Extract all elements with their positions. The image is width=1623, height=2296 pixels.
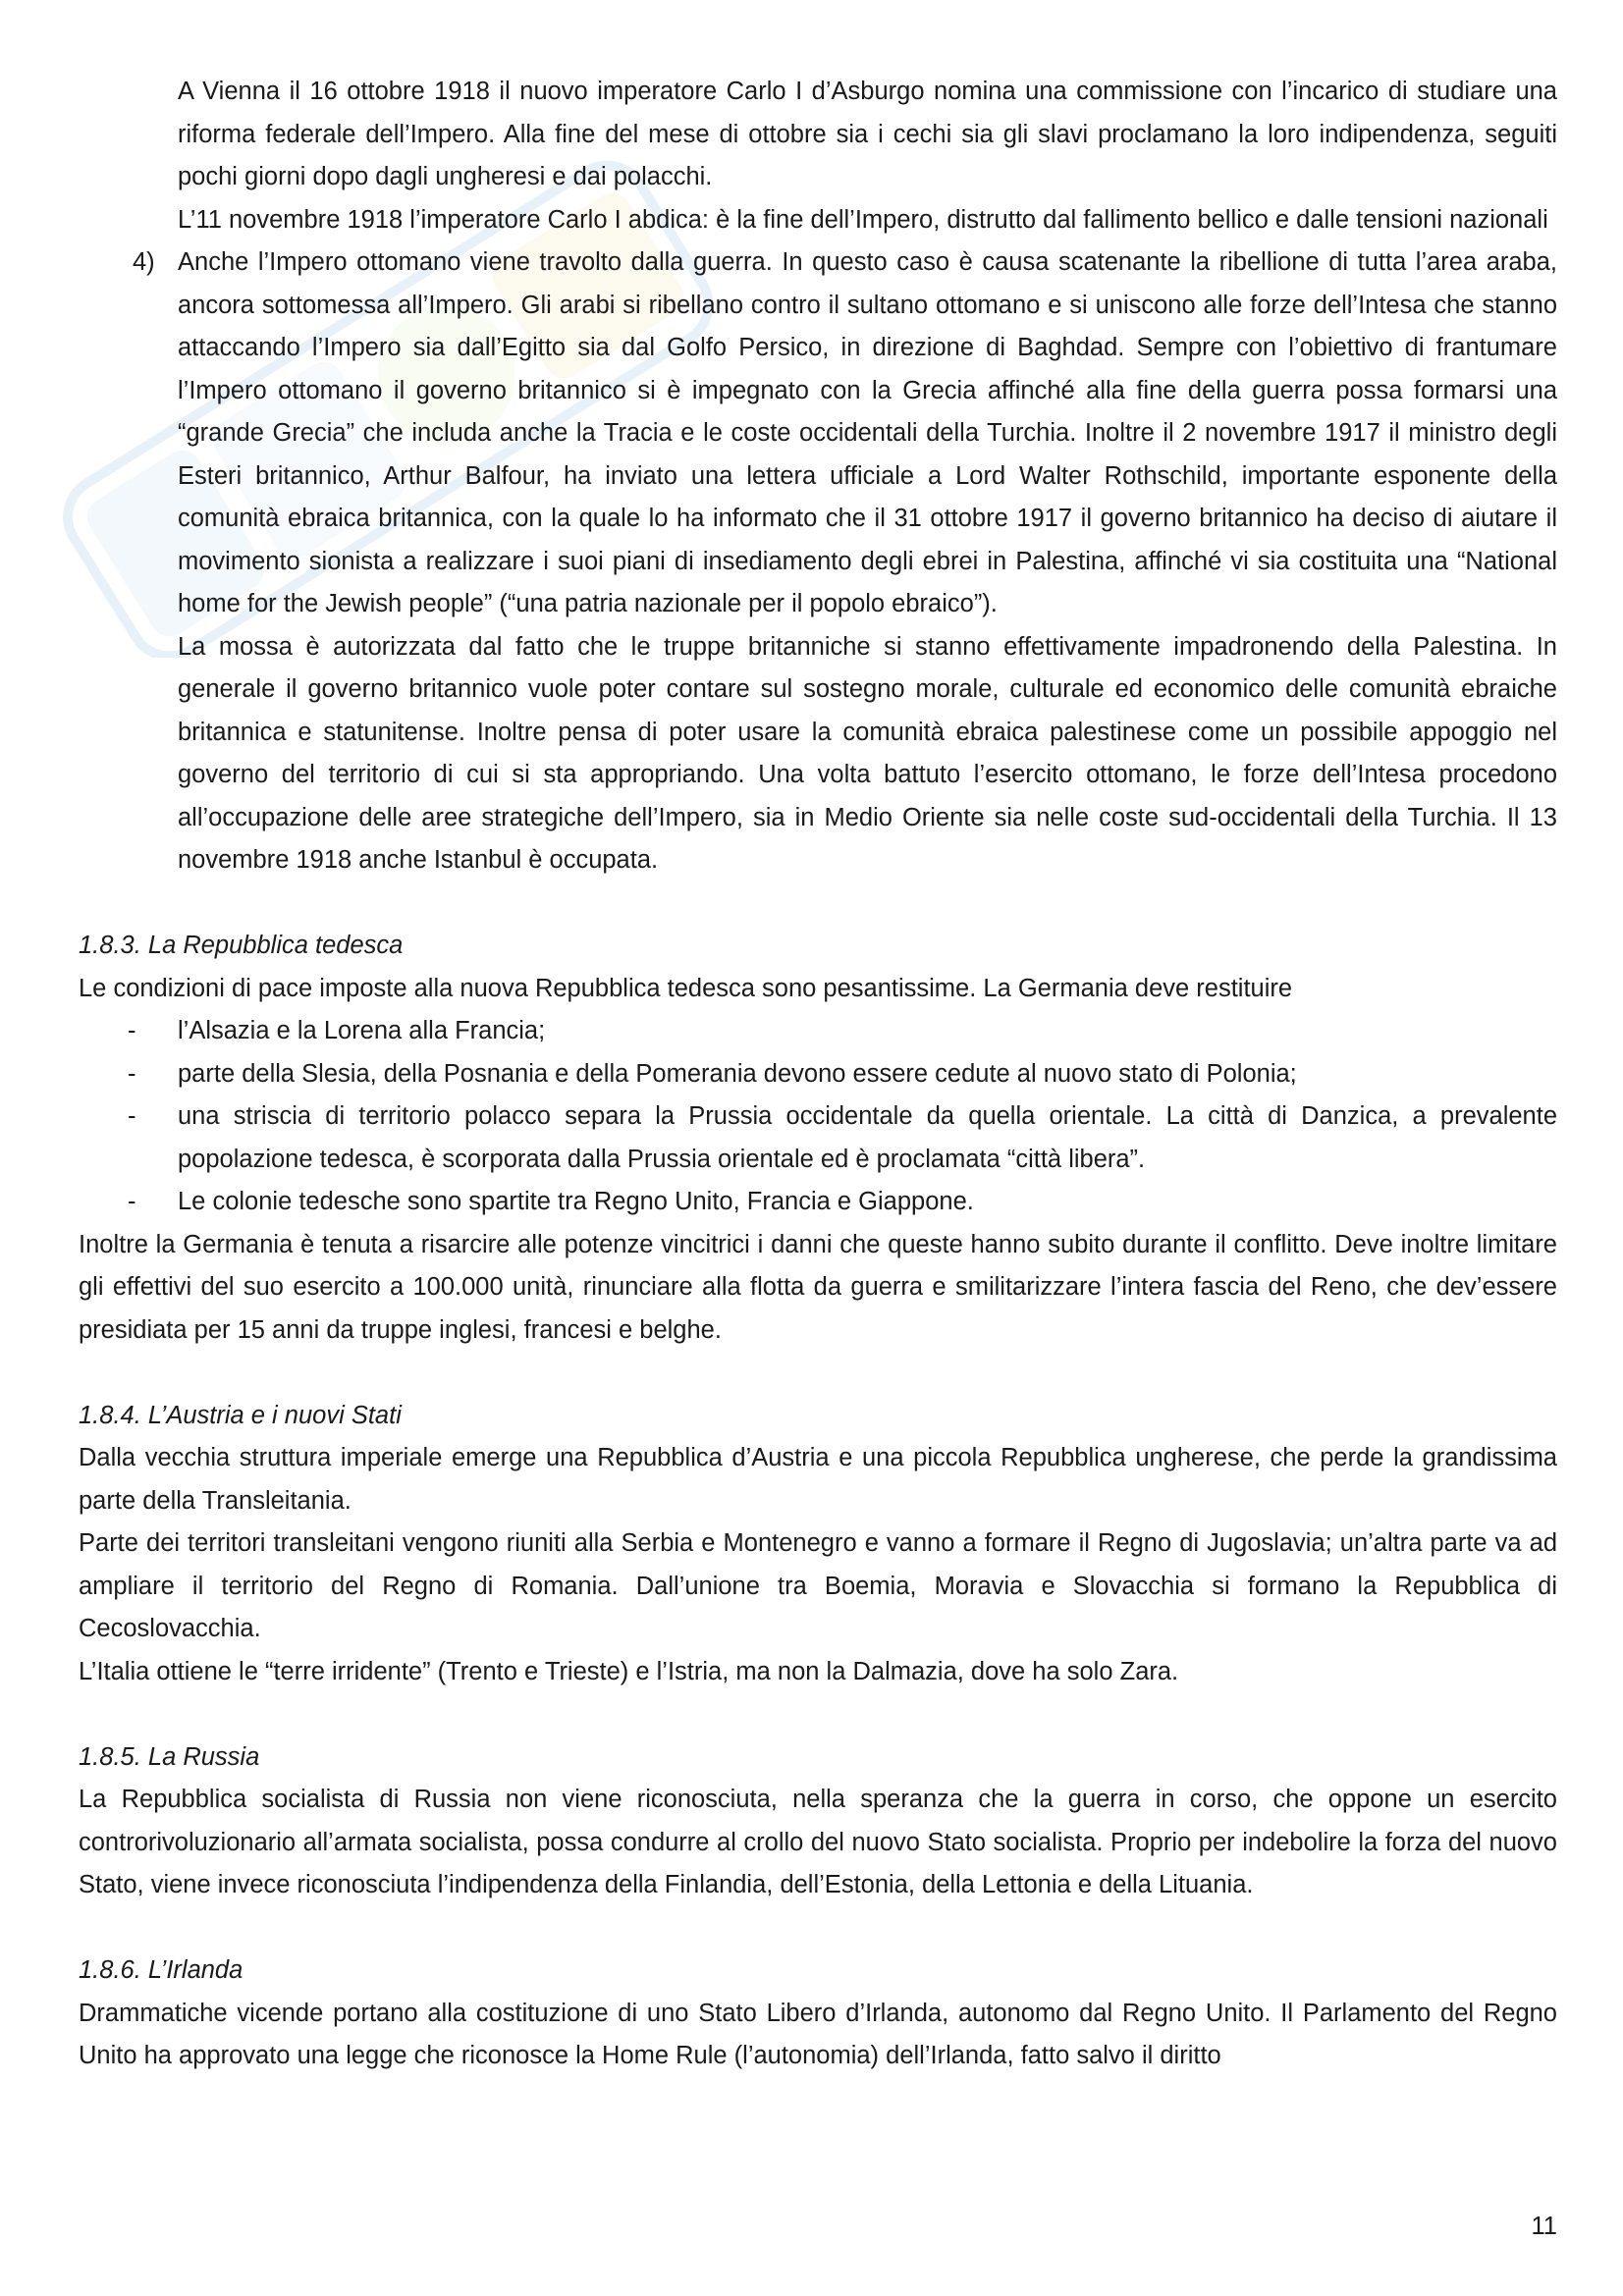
section-heading-1-8-3: 1.8.3. La Repubblica tedesca — [79, 932, 404, 959]
bullet-text: l’Alsazia e la Lorena alla Francia; — [178, 1017, 546, 1044]
s186-paragraph-1: Drammatiche vicende portano alla costituzione di uno Stato Libero d’Irlanda, autonomo dal Regno Unito. Il Parlamento del Regno Unito ha approvato una legge che riconosce la Home Rule (l’autonomia) dell’Irlanda, fatto salvo il diritto — [79, 1999, 1557, 2069]
intro-paragraph-1: A Vienna il 16 ottobre 1918 il nuovo imperatore Carlo I d’Asburgo nomina una commissione con l’incarico di studiare una riforma federale dell’Impero. Alla fine del mese di ottobre sia i cechi sia gli slavi proclamano la loro indipendenza, seguiti pochi giorni dopo dagli ungheresi e dai polacchi. — [178, 78, 1557, 190]
s183-intro: Le condizioni di pace imposte alla nuova Repubblica tedesca sono pesantissime. La Germania deve restituire — [79, 974, 1293, 1002]
section-heading-1-8-4: 1.8.4. L’Austria e i nuovi Stati — [79, 1401, 402, 1429]
page-number: 11 — [1531, 2213, 1557, 2240]
bullet-dash: - — [128, 1188, 136, 1215]
intro-paragraph-2: L’11 novembre 1918 l’imperatore Carlo I abdica: è la fine dell’Impero, distrutto dal fallimento bellico e dalle tensioni nazionali — [178, 205, 1548, 234]
bullet-text: Le colonie tedesche sono spartite tra Regno Unito, Francia e Giappone. — [178, 1188, 974, 1215]
s184-paragraph-2: Parte dei territori transleitani vengono riuniti alla Serbia e Montenegro e vanno a formare il Regno di Jugoslavia; un’altra parte va ad ampliare il territorio del Regno di Romania. Dall’unione tra Boemia, Moravia e Slovacchia si formano la Repubblica di Cecoslovacchia. — [79, 1529, 1557, 1642]
list-item-4 — [79, 241, 1557, 882]
bullet-text: parte della Slesia, della Posnania e della Pomerania devono essere cedute al nuovo stato di Polonia; — [178, 1059, 1297, 1088]
section-heading-1-8-6: 1.8.6. L’Irlanda — [79, 1956, 243, 1984]
s184-paragraph-3: L’Italia ottiene le “terre irridente” (Trento e Trieste) e l’Istria, ma non la Dalmazia, dove ha solo Zara. — [79, 1657, 1179, 1685]
s183-outro: Inoltre la Germania è tenuta a risarcire alle potenze vincitrici i danni che queste hanno subito durante il conflitto. Deve inoltre limitare gli effettivi del suo esercito a 100.000 unità, rinunciare alla flotta da guerra e smilitarizzare l’intera fascia del Reno, che dev’essere presidiata per 15 anni da truppe inglesi, francesi e belghe. — [79, 1230, 1557, 1344]
s184-paragraph-1: Dalla vecchia struttura imperiale emerge una Repubblica d’Austria e una piccola Repubblica ungherese, che perde la grandissima parte della Transleitania. — [79, 1444, 1557, 1515]
bullet-item — [79, 1010, 1557, 1053]
page-content — [79, 71, 1557, 2078]
item4-paragraph-1: Anche l’Impero ottomano viene travolto dalla guerra. In questo caso è causa scatenante la ribellione di tutta l’area araba, ancora sottomessa all’Impero. Gli arabi si ribellano contro il sultano ottomano e si uniscono alle forze dell’Intesa che stanno attaccando l’Impero sia dall’Egitto sia dal Golfo Persico, in direzione di Baghdad. Sempre con l’obiettivo di frantumare l’Impero ottomano il governo britannico si è impegnato con la Grecia affinché alla fine della guerra possa formarsi una “grande Grecia” che includa anche la Tracia e le coste occidentali della Turchia. Inoltre il 2 novembre 1917 il ministro degli Esteri britannico, Arthur Balfour, ha inviato una lettera ufficiale a Lord Walter Rothschild, importante esponente della comunità ebraica britannica, con la quale lo ha informato che il 31 ottobre 1917 il governo britannico ha deciso di aiutare il movimento sionista a realizzare i suoi piani di insediamento degli ebrei in Palestina, affinché vi sia costituita una “National home for the Jewish people” (“una patria nazionale per il popolo ebraico”). — [178, 248, 1557, 617]
s185-paragraph-1: La Repubblica socialista di Russia non viene riconosciuta, nella speranza che la guerra in corso, che oppone un esercito controrivoluzionario all’armata socialista, possa condurre al crollo del nuovo Stato socialista. Proprio per indebolire la forza del nuovo Stato, viene invece riconosciuta l’indipendenza della Finlandia, dell’Estonia, della Lettonia e della Lituania. — [79, 1786, 1557, 1898]
bullet-dash: - — [128, 1059, 136, 1088]
item4-paragraph-2: La mossa è autorizzata dal fatto che le truppe britanniche si stanno effettivamente impadronendo della Palestina. In generale il governo britannico vuole poter contare sul sostegno morale, culturale ed economico delle comunità ebraiche britannica e statunitense. Inoltre pensa di poter usare la comunità ebraica palestinese come un possibile appoggio nel governo del territorio di cui si sta appropriando. Una volta battuto l’esercito ottomano, le forze dell’Intesa procedono all’occupazione delle aree strategiche dell’Impero, sia in Medio Oriente sia nelle coste sud-occidentali della Turchia. Il 13 novembre 1918 anche Istanbul è occupata. — [178, 632, 1557, 874]
list-marker-4: 4) — [133, 248, 155, 276]
section-heading-1-8-5: 1.8.5. La Russia — [79, 1742, 260, 1771]
bullet-dash: - — [128, 1017, 136, 1044]
bullet-item — [79, 1053, 1557, 1096]
bullet-text: una striscia di territorio polacco separa la Prussia occidentale da quella orientale. La città di Danzica, a prevalente popolazione tedesca, è scorporata dalla Prussia orientale ed è proclamata “città libera”. — [178, 1102, 1557, 1173]
bullet-dash: - — [128, 1102, 136, 1130]
bullet-item — [79, 1181, 1557, 1224]
bullet-item — [79, 1095, 1557, 1181]
